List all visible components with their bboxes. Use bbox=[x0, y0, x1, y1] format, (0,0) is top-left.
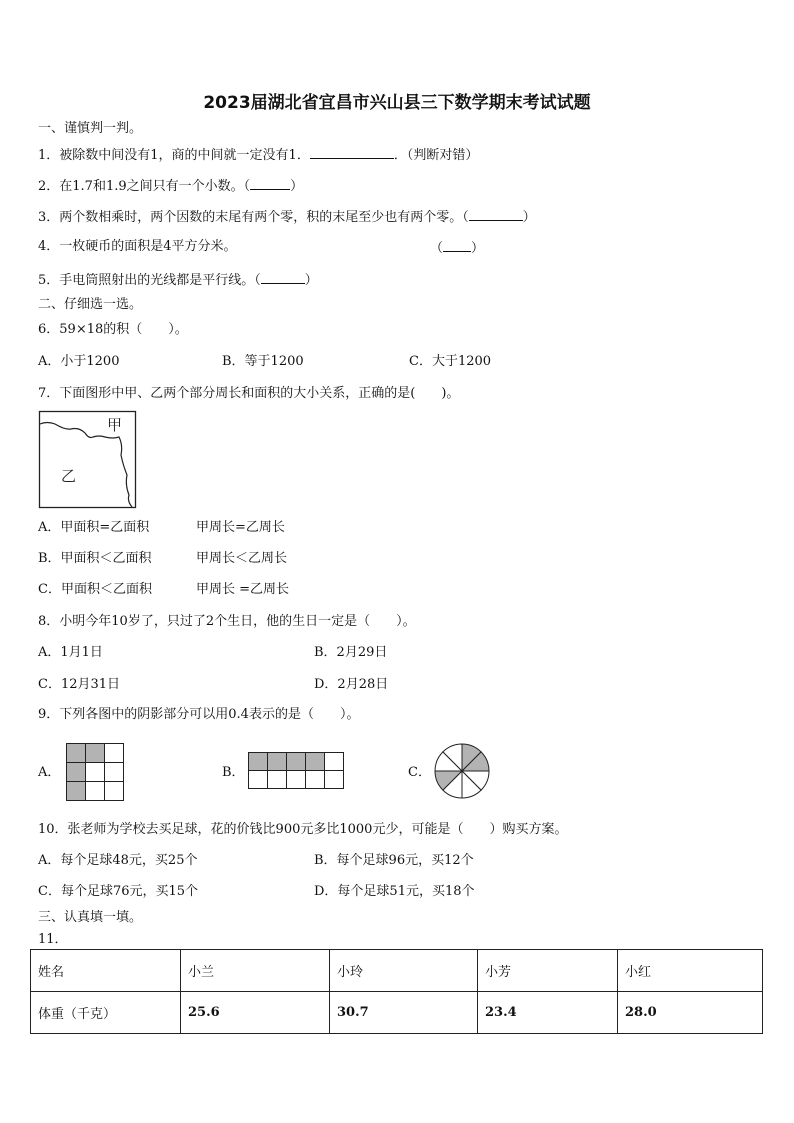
question-9-figure-a bbox=[66, 743, 124, 801]
table-cell: 体重（千克） bbox=[31, 992, 181, 1034]
question-4-paren-close: ） bbox=[471, 241, 485, 256]
question-10-option-d[interactable]: D．每个足球51元，买18个 bbox=[314, 884, 475, 899]
question-4-answer bbox=[430, 239, 484, 257]
question-4-paren-open: （ bbox=[430, 241, 444, 256]
answer-blank-1[interactable] bbox=[310, 146, 394, 159]
shaded-cell bbox=[268, 753, 287, 771]
weight-table bbox=[30, 949, 763, 1034]
question-7-option-c-perimeter: 甲周长 =乙周长 bbox=[196, 582, 290, 597]
grid-cell bbox=[86, 763, 105, 782]
section-heading-3: 三、认真填一填。 bbox=[38, 910, 143, 925]
question-10-option-a[interactable]: A．每个足球48元，买25个 bbox=[38, 853, 198, 868]
section-heading-2: 二、仔细选一选。 bbox=[38, 297, 143, 312]
shaded-cell bbox=[306, 753, 325, 771]
question-10: 10．张老师为学校去买足球，花的价钱比900元多比1000元少，可能是（ ）购买方案。 bbox=[38, 822, 568, 837]
grid-cell bbox=[325, 771, 344, 789]
question-9: 9．下列各图中的阴影部分可以用0.4表示的是（ ）。 bbox=[38, 707, 360, 722]
shaded-cell bbox=[86, 744, 105, 763]
table-cell: 25.6 bbox=[181, 992, 330, 1034]
question-1-text: 1．被除数中间没有1，商的中间就一定没有1． bbox=[38, 148, 310, 163]
shaded-cell bbox=[67, 744, 86, 763]
grid-cell bbox=[287, 771, 306, 789]
question-8-option-c[interactable]: C．12月31日 bbox=[38, 677, 121, 692]
question-5-text: 5．手电筒照射出的光线都是平行线。（ bbox=[38, 273, 261, 288]
table-header-cell: 小兰 bbox=[181, 950, 330, 992]
table-cell: 28.0 bbox=[618, 992, 763, 1034]
grid-cell bbox=[268, 771, 287, 789]
shaded-cell bbox=[287, 753, 306, 771]
answer-blank-3[interactable] bbox=[469, 208, 523, 221]
question-6-option-a[interactable]: A．小于1200 bbox=[38, 354, 120, 369]
grid-cell bbox=[86, 782, 105, 801]
question-9-figure-b bbox=[248, 752, 344, 790]
table-row bbox=[31, 950, 763, 992]
table-row bbox=[31, 992, 763, 1034]
question-11-label: 11． bbox=[38, 932, 68, 947]
question-8: 8．小明今年10岁了，只过了2个生日，他的生日一定是（ ）。 bbox=[38, 614, 416, 629]
question-7-option-a[interactable]: A．甲面积=乙面积 bbox=[38, 520, 150, 535]
question-6: 6．59×18的积（ ）。 bbox=[38, 322, 188, 337]
question-7: 7．下面图形中甲、乙两个部分周长和面积的大小关系，正确的是( )。 bbox=[38, 386, 460, 401]
question-5 bbox=[38, 271, 318, 289]
question-7-option-a-perimeter: 甲周长=乙周长 bbox=[196, 520, 285, 535]
table-cell: 23.4 bbox=[478, 992, 618, 1034]
question-5-suffix: ） bbox=[304, 273, 318, 288]
section-heading-1: 一、谨慎判一判。 bbox=[38, 121, 143, 136]
question-1 bbox=[38, 146, 478, 164]
table-header-cell: 小玲 bbox=[330, 950, 478, 992]
table-header-cell: 姓名 bbox=[31, 950, 181, 992]
answer-blank-2[interactable] bbox=[250, 177, 290, 190]
question-10-option-b[interactable]: B．每个足球96元，买12个 bbox=[314, 853, 474, 868]
question-2 bbox=[38, 177, 303, 195]
page-title: 2023届湖北省宜昌市兴山县三下数学期末考试试题 bbox=[203, 93, 591, 113]
question-7-option-b-perimeter: 甲周长＜乙周长 bbox=[196, 551, 288, 566]
grid-cell bbox=[325, 753, 344, 771]
question-3-suffix: ） bbox=[522, 210, 536, 225]
figure-label-jia: 甲 bbox=[107, 416, 123, 434]
table-header-cell: 小芳 bbox=[478, 950, 618, 992]
question-9-option-c[interactable]: C． bbox=[408, 765, 431, 780]
question-10-option-c[interactable]: C．每个足球76元，买15个 bbox=[38, 884, 199, 899]
question-7-option-b[interactable]: B．甲面积＜乙面积 bbox=[38, 551, 152, 566]
question-3-text: 3．两个数相乘时，两个因数的末尾有两个零，积的末尾至少也有两个零。（ bbox=[38, 210, 469, 225]
question-3 bbox=[38, 208, 536, 226]
grid-cell bbox=[105, 763, 124, 782]
question-9-figure-c bbox=[434, 743, 490, 799]
question-7-figure bbox=[39, 411, 137, 509]
question-8-option-d[interactable]: D．2月28日 bbox=[314, 677, 389, 692]
question-4-text: 4．一枚硬币的面积是4平方分米。 bbox=[38, 239, 237, 254]
grid-cell bbox=[249, 771, 268, 789]
answer-blank-5[interactable] bbox=[261, 271, 305, 284]
grid-cell bbox=[306, 771, 325, 789]
question-1-suffix: ．（判断对错） bbox=[393, 148, 479, 163]
question-6-option-c[interactable]: C．大于1200 bbox=[409, 354, 492, 369]
question-9-option-b[interactable]: B． bbox=[222, 765, 245, 780]
question-2-suffix: ） bbox=[290, 179, 304, 194]
question-6-option-b[interactable]: B．等于1200 bbox=[222, 354, 304, 369]
question-9-option-a[interactable]: A． bbox=[38, 765, 61, 780]
question-8-option-b[interactable]: B．2月29日 bbox=[314, 645, 388, 660]
table-cell: 30.7 bbox=[330, 992, 478, 1034]
question-2-text: 2．在1.7和1.9之间只有一个小数。（ bbox=[38, 179, 251, 194]
question-8-option-a[interactable]: A．1月1日 bbox=[38, 645, 103, 660]
grid-cell bbox=[105, 744, 124, 763]
figure-label-yi: 乙 bbox=[61, 467, 77, 485]
table-header-cell: 小红 bbox=[618, 950, 763, 992]
answer-blank-4[interactable] bbox=[443, 239, 471, 252]
grid-cell bbox=[105, 782, 124, 801]
shaded-cell bbox=[67, 763, 86, 782]
shaded-cell bbox=[67, 782, 86, 801]
shaded-cell bbox=[249, 753, 268, 771]
question-7-option-c[interactable]: C．甲面积＜乙面积 bbox=[38, 582, 152, 597]
